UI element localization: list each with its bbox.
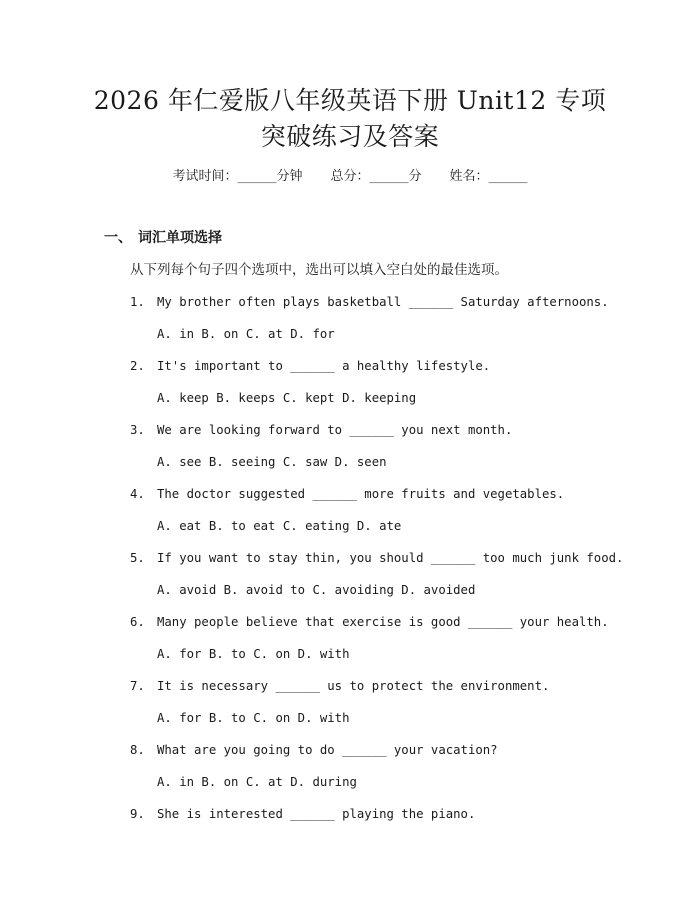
total-score: 总分：______分	[330, 169, 422, 184]
student-name: 姓名：______	[449, 169, 528, 184]
question-text: My brother often plays basketball ______ Saturday afternoons.	[157, 295, 609, 309]
question-number: 4.	[130, 487, 145, 501]
answer-options: A. eat B. to eat C. eating D. ate	[157, 519, 402, 533]
exam-time: 考试时间：______分钟	[172, 169, 303, 184]
question-list	[130, 290, 624, 866]
answer-options: A. keep B. keeps C. kept D. keeping	[157, 391, 417, 405]
answer-options: A. for B. to C. on D. with	[157, 647, 350, 661]
question-item	[130, 482, 600, 546]
question-number: 3.	[130, 423, 145, 437]
answer-options: A. for B. to C. on D. with	[157, 711, 350, 725]
question-stem	[130, 740, 498, 760]
question-text: If you want to stay thin, you should ______ too much junk food.	[157, 551, 624, 565]
question-stem	[130, 676, 549, 696]
question-text: It's important to ______ a healthy lifestyle.	[157, 359, 491, 373]
answer-options: A. avoid B. avoid to C. avoiding D. avoided	[157, 583, 476, 597]
question-number: 8.	[130, 743, 145, 757]
question-stem	[130, 484, 564, 504]
question-item	[130, 418, 600, 482]
question-text: What are you going to do ______ your vacation?	[157, 743, 498, 757]
question-item	[130, 354, 600, 418]
question-item	[130, 674, 600, 738]
section-instruction: 从下列每个句子四个选项中，选出可以填入空白处的最佳选项。	[130, 262, 508, 278]
question-stem	[130, 548, 623, 568]
question-text: Many people believe that exercise is good ______ your health.	[157, 615, 609, 629]
question-number: 2.	[130, 359, 145, 373]
question-stem	[130, 612, 609, 632]
question-stem	[130, 804, 475, 824]
question-item	[130, 802, 600, 866]
answer-options: A. in B. on C. at D. during	[157, 775, 357, 789]
question-item	[130, 738, 600, 802]
question-text: It is necessary ______ us to protect the environment.	[157, 679, 550, 693]
document-title-line-1: 2026 年仁爱版八年级英语下册 Unit12 专项	[93, 86, 607, 115]
section-title: 词汇单项选择	[138, 230, 222, 246]
document-title-line-2: 突破练习及答案	[260, 122, 440, 151]
section-number: 一、	[104, 230, 132, 246]
answer-options: A. in B. on C. at D. for	[157, 327, 335, 341]
question-item	[130, 290, 609, 354]
question-text: We are looking forward to ______ you next month.	[157, 423, 513, 437]
question-text: She is interested ______ playing the piano.	[157, 807, 476, 821]
question-stem	[130, 292, 609, 312]
question-number: 5.	[130, 551, 145, 565]
question-item	[130, 546, 624, 610]
question-stem	[130, 420, 512, 440]
answer-options: A. see B. seeing C. saw D. seen	[157, 455, 387, 469]
question-stem	[130, 356, 490, 376]
question-number: 9.	[130, 807, 145, 821]
question-number: 1.	[130, 295, 145, 309]
question-text: The doctor suggested ______ more fruits and vegetables.	[157, 487, 565, 501]
section-heading	[104, 228, 222, 248]
question-number: 6.	[130, 615, 145, 629]
question-number: 7.	[130, 679, 145, 693]
question-item	[130, 610, 609, 674]
exam-info	[0, 168, 700, 186]
